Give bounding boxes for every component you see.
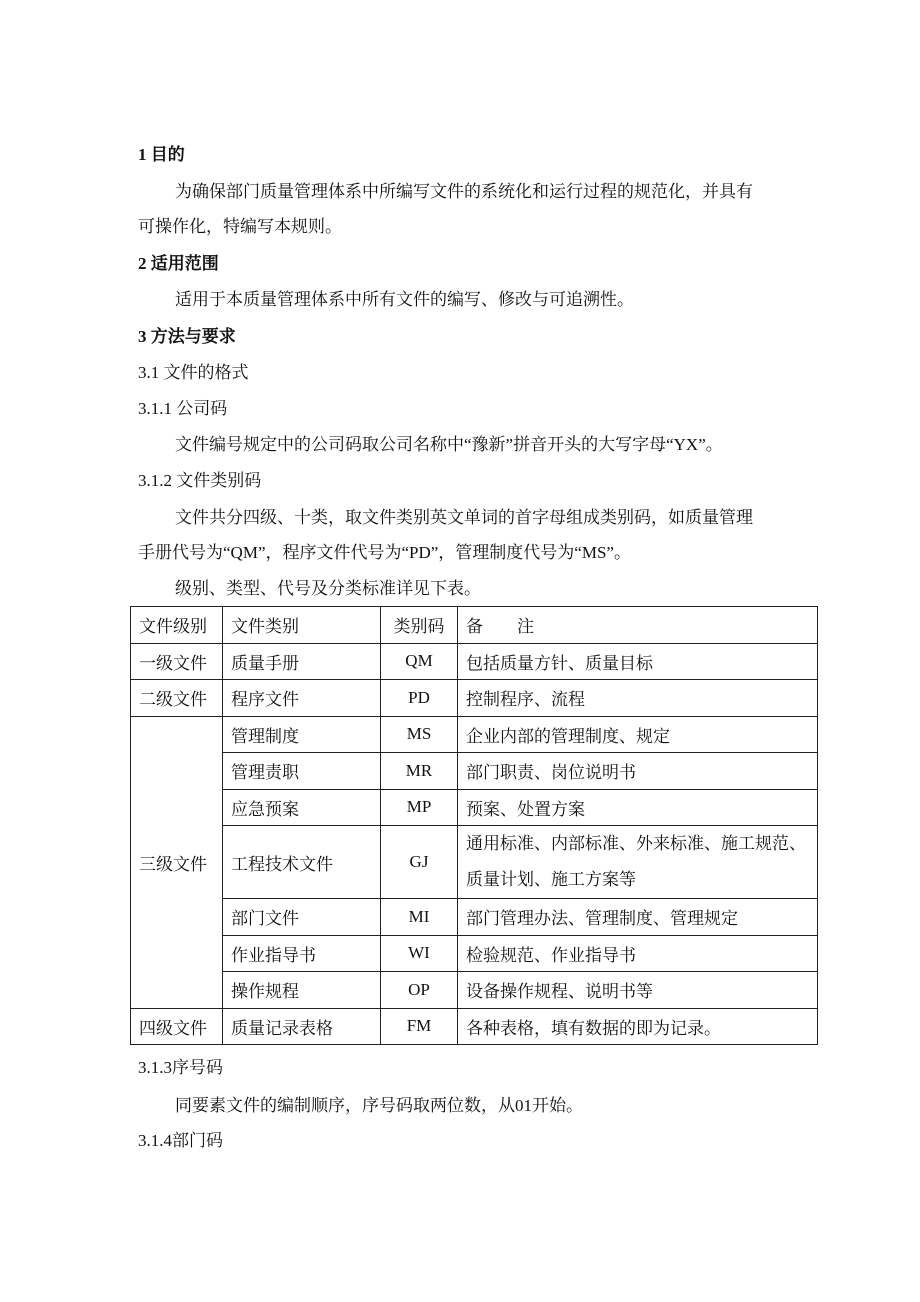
code-cell: WI	[381, 935, 458, 972]
subheading: 3.1.2 文件类别码	[138, 471, 262, 490]
type-cell: 工程技术文件	[223, 826, 381, 899]
type-cell: 应急预案	[223, 789, 381, 826]
level-cell: 四级文件	[131, 1008, 223, 1045]
subheading: 3.1.3序号码	[138, 1058, 223, 1077]
type-cell: 质量手册	[223, 643, 381, 680]
note-cell: 部门管理办法、管理制度、管理规定	[458, 899, 818, 936]
paragraph: 为确保部门质量管理体系中所编写文件的系统化和运行过程的规范化，并具有	[175, 182, 753, 201]
type-cell: 操作规程	[223, 972, 381, 1009]
type-cell: 程序文件	[223, 680, 381, 717]
type-cell: 管理责职	[223, 753, 381, 790]
type-cell: 管理制度	[223, 716, 381, 753]
code-cell: MP	[381, 789, 458, 826]
note-cell: 设备操作规程、说明书等	[458, 972, 818, 1009]
subheading: 3.1.4部门码	[138, 1131, 223, 1150]
paragraph: 手册代号为“QM”，程序文件代号为“PD”，管理制度代号为“MS”。	[138, 543, 631, 562]
header-cell: 文件级别	[131, 607, 223, 644]
note-cell: 企业内部的管理制度、规定	[458, 716, 818, 753]
paragraph: 级别、类型、代号及分类标准详见下表。	[175, 579, 481, 598]
code-cell: OP	[381, 972, 458, 1009]
note-cell: 控制程序、流程	[458, 680, 818, 717]
subheading: 3.1 文件的格式	[138, 363, 249, 382]
paragraph: 同要素文件的编制顺序，序号码取两位数，从01开始。	[175, 1096, 583, 1115]
type-cell: 作业指导书	[223, 935, 381, 972]
level-cell: 一级文件	[131, 643, 223, 680]
paragraph: 适用于本质量管理体系中所有文件的编写、修改与可追溯性。	[175, 290, 634, 309]
code-cell: FM	[381, 1008, 458, 1045]
type-cell: 部门文件	[223, 899, 381, 936]
heading-scope: 2 适用范围	[138, 254, 219, 273]
note-cell: 部门职责、岗位说明书	[458, 753, 818, 790]
code-cell: PD	[381, 680, 458, 717]
table-row	[131, 972, 818, 1009]
table-row	[131, 935, 818, 972]
heading-methods: 3 方法与要求	[138, 327, 236, 346]
note-cell: 预案、处置方案	[458, 789, 818, 826]
level-cell: 二级文件	[131, 680, 223, 717]
note-cell: 各种表格，填有数据的即为记录。	[458, 1008, 818, 1045]
subheading: 3.1.1 公司码	[138, 399, 228, 418]
code-cell: GJ	[381, 826, 458, 899]
level-cell: 三级文件	[131, 716, 223, 1008]
paragraph: 文件共分四级、十类，取文件类别英文单词的首字母组成类别码，如质量管理	[175, 508, 753, 527]
code-cell: MR	[381, 753, 458, 790]
header-cell: 文件类别	[223, 607, 381, 644]
table-header-row	[131, 607, 818, 644]
note-cell: 包括质量方针、质量目标	[458, 643, 818, 680]
header-cell: 类别码	[381, 607, 458, 644]
table-row	[131, 753, 818, 790]
code-cell: MI	[381, 899, 458, 936]
table-row	[131, 643, 818, 680]
header-cell: 备 注	[458, 607, 818, 644]
code-cell: QM	[381, 643, 458, 680]
table-row	[131, 899, 818, 936]
code-cell: MS	[381, 716, 458, 753]
table-row	[131, 789, 818, 826]
paragraph: 文件编号规定中的公司码取公司名称中“豫新”拼音开头的大写字母“YX”。	[175, 435, 723, 454]
paragraph: 可操作化，特编写本规则。	[138, 217, 342, 236]
note-cell: 通用标准、内部标准、外来标准、施工规范、质量计划、施工方案等	[458, 826, 818, 899]
table-row	[131, 716, 818, 753]
table-row	[131, 826, 818, 899]
note-cell: 检验规范、作业指导书	[458, 935, 818, 972]
table-row	[131, 1008, 818, 1045]
table-row	[131, 680, 818, 717]
heading-purpose: 1 目的	[138, 145, 185, 164]
file-category-table	[130, 606, 818, 1045]
type-cell: 质量记录表格	[223, 1008, 381, 1045]
